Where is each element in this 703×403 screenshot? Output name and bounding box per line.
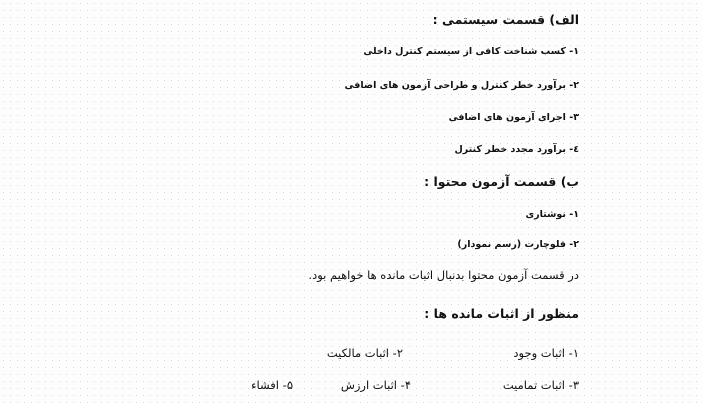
assertion-completeness: ۳- اثبات تمامیت xyxy=(502,378,579,392)
section-b-title: ب) قسمت آزمون محتوا : xyxy=(424,174,579,189)
assertion-valuation: ۴- اثبات ارزش xyxy=(340,378,411,392)
section-b-item-1: ۱- نوشتاری xyxy=(525,209,579,220)
section-a-title: الف) قسمت سیستمی : xyxy=(432,12,579,27)
assertion-ownership: ۲- اثبات مالکیت xyxy=(326,346,403,360)
content-test-paragraph: در قسمت آزمون محتوا بدنبال اثبات مانده ها خواهیم بود. xyxy=(308,268,579,282)
assertion-existence: ۱- اثبات وجود xyxy=(513,346,579,360)
section-a-item-2: ۲- برآورد خطر کنترل و طراحی آزمون های اضافی xyxy=(344,80,579,91)
section-b-item-2: ۲- فلوچارت (رسم نمودار) xyxy=(457,239,579,250)
assertion-disclosure: ۵- افشاء xyxy=(251,378,293,392)
section-a-item-4: ٤- برآورد مجدد خطر کنترل xyxy=(454,144,579,155)
section-a-item-1: ۱- کسب شناخت کافی از سیستم کنترل داخلی xyxy=(363,46,579,57)
assertions-title: منظور از اثبات مانده ها : xyxy=(424,306,579,321)
section-a-item-3: ۳- اجرای آزمون های اضافی xyxy=(448,112,579,123)
